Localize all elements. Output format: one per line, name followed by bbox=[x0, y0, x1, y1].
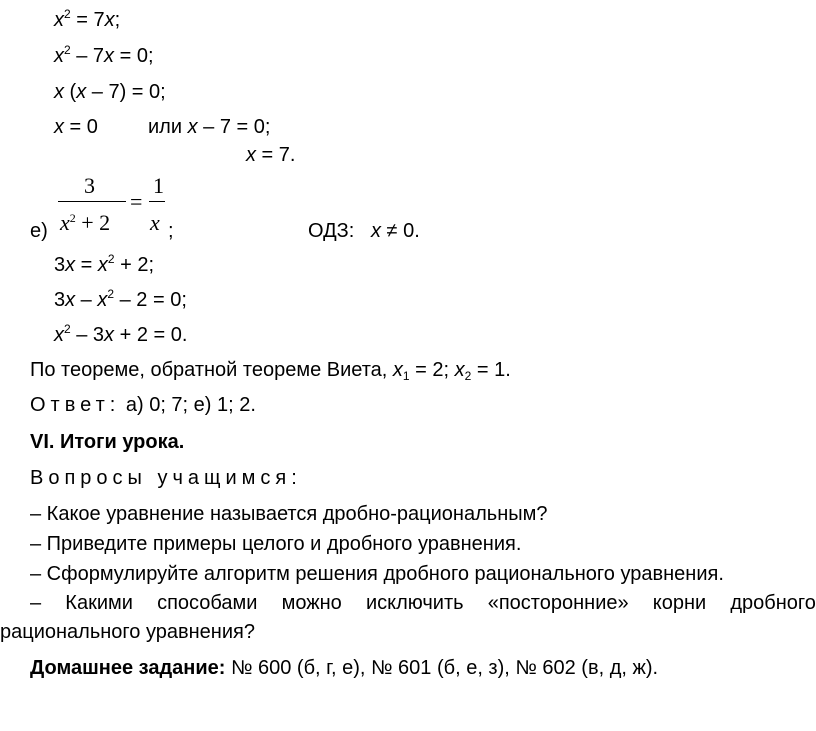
question-4-continuation: рационального уравнения? bbox=[0, 621, 255, 643]
question-2: – Приведите примеры целого и дробного уравнения. bbox=[30, 533, 522, 555]
equation-line-4-left: x = 0 bbox=[54, 116, 98, 138]
domain-condition: ОДЗ: x ≠ 0. bbox=[308, 220, 420, 242]
fraction-equation bbox=[56, 170, 186, 242]
equation-line-2: $x^2 - 7x = 0$; bbox=[54, 43, 154, 67]
answer-line: Ответ: а) 0; 7; е) 1; 2. bbox=[30, 394, 256, 416]
equation-line-8: $x^2 - 3x + 2 = 0$. bbox=[54, 322, 188, 346]
equation-line-6: $3x = x^2 + 2$; bbox=[54, 252, 155, 276]
fraction-right-bar bbox=[149, 201, 165, 202]
question-1: – Какое уравнение называется дробно-рациональным? bbox=[30, 503, 548, 525]
fraction-right-denominator: x bbox=[150, 210, 160, 235]
question-4-first-line: – Какими способами можно исключить «посторонние» корни дробного bbox=[30, 592, 816, 614]
equation-line-1: $x^2 = 7x$; bbox=[54, 7, 121, 31]
questions-label: Вопросы учащимся: bbox=[30, 467, 302, 489]
equation-line-7: $3x - x^2 - 2 = 0$; bbox=[54, 287, 187, 311]
equation-line-5: x = 7. bbox=[246, 144, 296, 166]
equation-line-4-right: или x – 7 = 0; bbox=[148, 116, 271, 138]
equation-line-3: x (x – 7) = 0; bbox=[54, 81, 166, 103]
fraction-left-numerator: 3 bbox=[84, 173, 95, 198]
fraction-left-denominator: $x^2 + 2$ bbox=[60, 210, 111, 235]
vieta-line: По теореме, обратной теореме Виета, $x_1 = 2$; $x_2 = 1$. bbox=[30, 359, 511, 383]
homework-line: Домашнее задание: № 600 (б, г, е), № 601 (б, е, з), № 602 (в, д, ж). bbox=[30, 657, 659, 679]
question-3: – Сформулируйте алгоритм решения дробного рационального уравнения. bbox=[30, 563, 724, 585]
fraction-right-numerator: 1 bbox=[153, 173, 164, 198]
item-label-e: е) bbox=[30, 220, 48, 242]
section-title: VI. Итоги урока. bbox=[30, 431, 185, 453]
fraction-equals: = bbox=[130, 189, 143, 214]
fraction-semicolon: ; bbox=[168, 220, 174, 242]
fraction-left-bar bbox=[58, 201, 126, 202]
